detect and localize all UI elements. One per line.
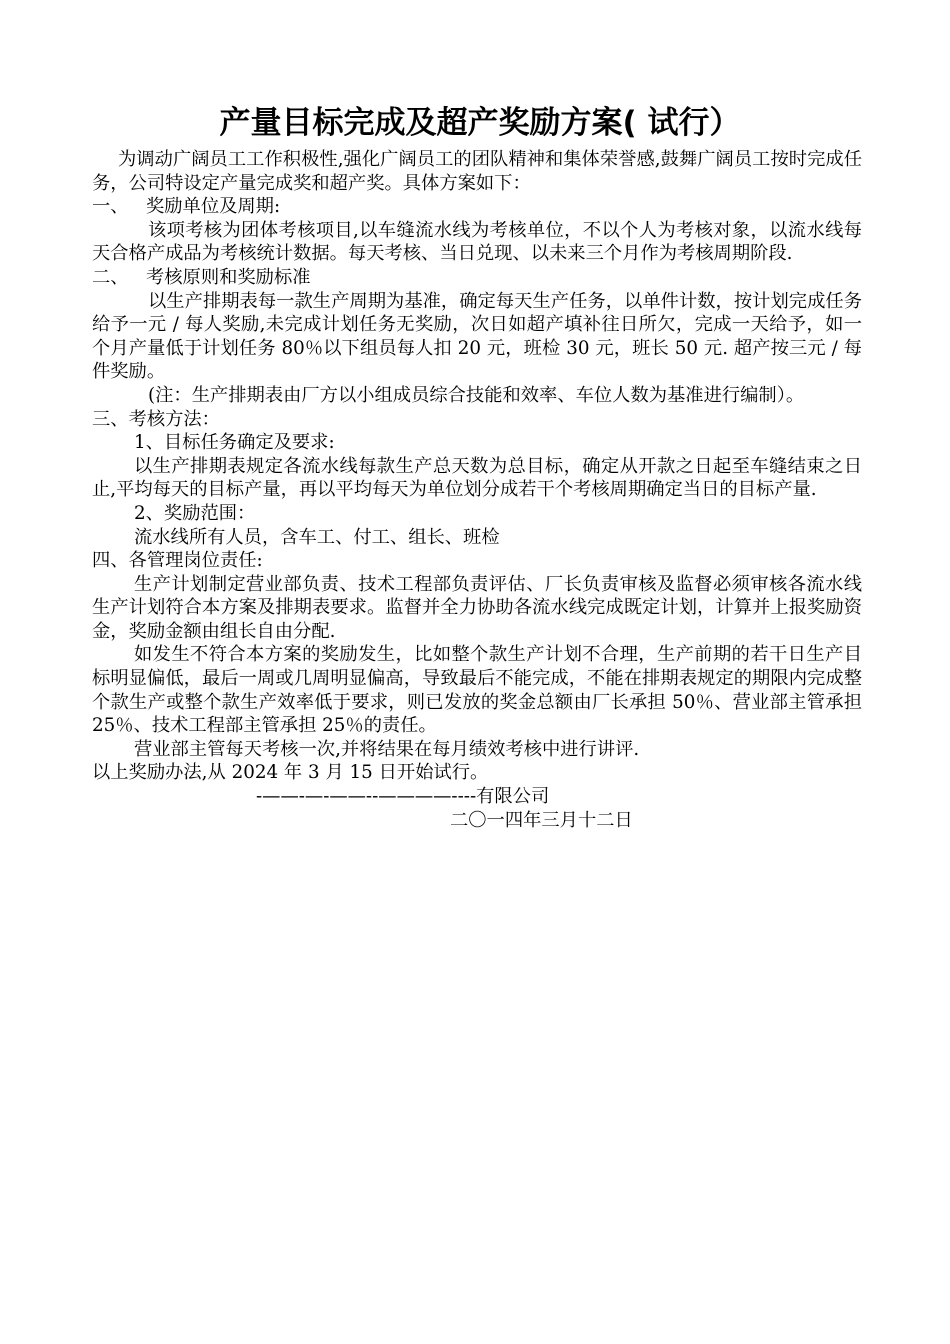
document-date: 二〇一四年三月十二日	[450, 809, 633, 831]
section-4-body-1: 生产计划制定营业部负责、技术工程部负责评估、厂长负责审核及监督必须审核各流水线生产计划符合本方案及排期表要求。监督并全力协助各流水线完成既定计划，计算并上报奖励资金，奖励金额由组长自由分配.	[92, 573, 862, 642]
section-3-sub-2-body: 流水线所有人员，含车工、付工、组长、班检	[134, 526, 500, 548]
section-4-heading: 四、各管理岗位责任:	[92, 550, 263, 572]
company-signature: -——-—-——--————----有限公司	[256, 786, 550, 808]
intro-paragraph: 为调动广阔员工工作积极性,强化广阔员工的团队精神和集体荣誉感,鼓舞广阔员工按时完成任务，公司特设定产量完成奖和超产奖。具体方案如下：	[92, 149, 862, 194]
section-4-body-2: 如发生不符合本方案的奖励发生，比如整个款生产计划不合理，生产前期的若干日生产目标明显偏低，最后一周或几周明显偏高，导致最后不能完成，不能在排期表规定的期限内完成整个款生产或整个款生产效率低于要求，则已发放的奖金总额由厂长承担 50％、营业部主管承担 25％、技术工程部主管承担 25％的责任。	[92, 644, 862, 737]
section-3-sub-1-heading: 1、目标任务确定及要求:	[134, 432, 335, 454]
section-1-heading: 一、 奖励单位及周期:	[92, 196, 281, 218]
section-2-body: 以生产排期表每一款生产周期为基准，确定每天生产任务，以单件计数，按计划完成任务给予一元 / 每人奖励,未完成计划任务无奖励，次日如超产填补往日所欠，完成一天给予，如一个月产量低于计划任务 80％以下组员每人扣 20 元，班检 30 元，班长 50 元. 超产按三元 / 每件奖励。	[92, 290, 862, 383]
closing-line: 以上奖励办法,从 2024 年 3 月 15 日开始试行。	[92, 762, 489, 784]
section-3-heading: 三、考核方法：	[92, 408, 220, 430]
document-title: 产量目标完成及超产奖励方案( 试行）	[219, 105, 741, 141]
section-2-heading: 二、 考核原则和奖励标准	[92, 266, 311, 288]
section-3-sub-1-body: 以生产排期表规定各流水线每款生产总天数为总目标，确定从开款之日起至车缝结束之日止,平均每天的目标产量，再以平均每天为单位划分成若干个考核周期确定当日的目标产量.	[92, 455, 862, 501]
section-3-sub-2-heading: 2、奖励范围：	[134, 502, 256, 524]
section-2-note: (注：生产排期表由厂方以小组成员综合技能和效率、车位人数为基准进行编制）。	[148, 384, 805, 406]
section-1-body: 该项考核为团体考核项目,以车缝流水线为考核单位，不以个人为考核对象，以流水线每天合格产成品为考核统计数据。每天考核、当日兑现、以未来三个月作为考核周期阶段.	[92, 219, 862, 265]
section-4-body-3: 营业部主管每天考核一次,并将结果在每月绩效考核中进行讲评.	[134, 738, 640, 760]
document-page	[92, 98, 862, 832]
